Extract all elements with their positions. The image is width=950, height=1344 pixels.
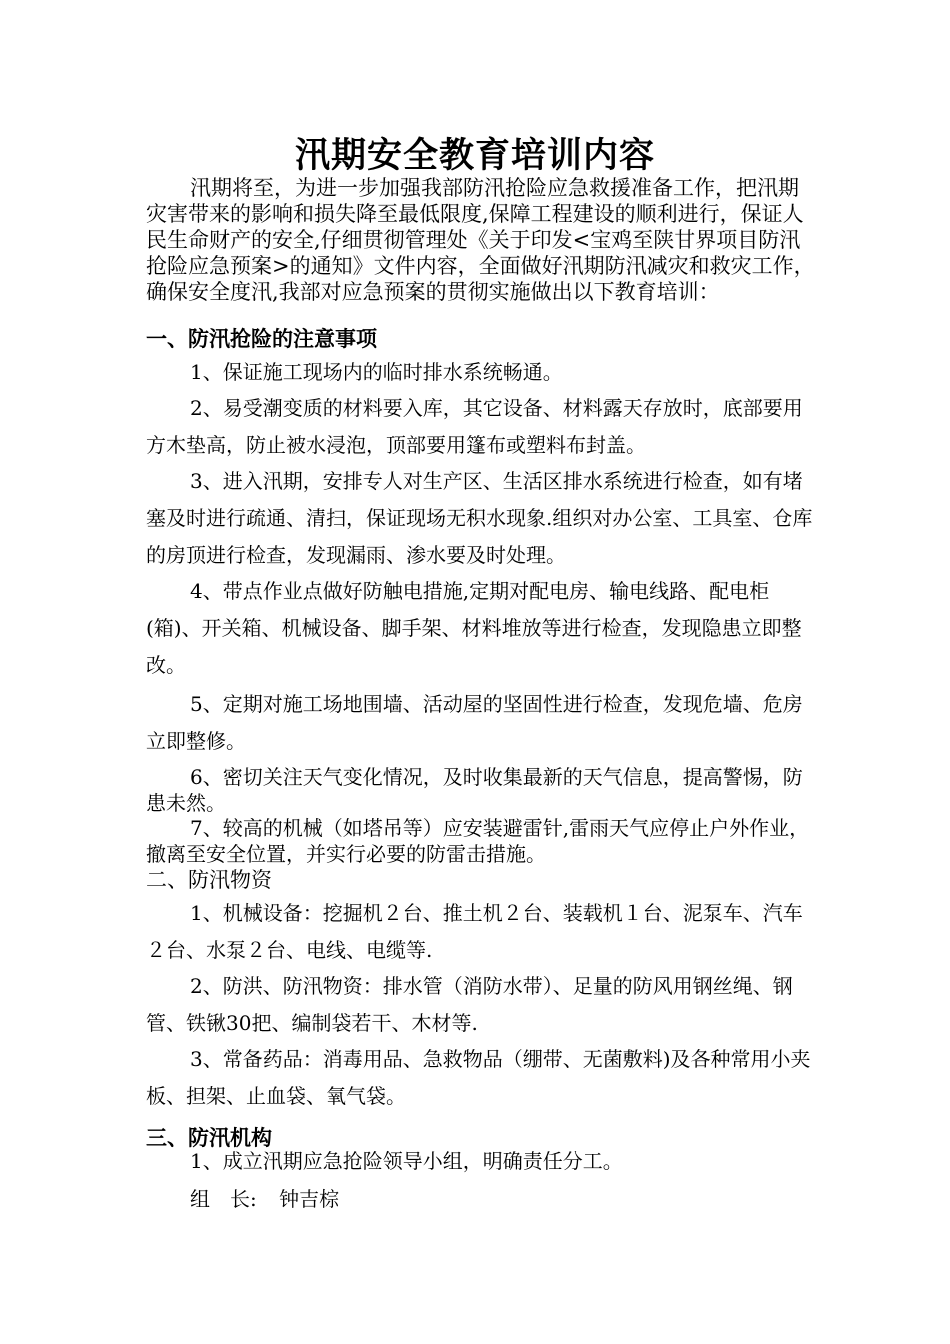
section-1-item-2: 2、易受潮变质的材料要入库，其它设备、材料露天存放时，底部要用方木垫高，防止被水浸泡，顶部要用篷布或塑料布封盖。 (146, 396, 803, 457)
section-1-item-6: 6、密切关注天气变化情况，及时收集最新的天气信息，提高警惕，防患未然。 (146, 765, 803, 815)
section-1-item-3: 3、进入汛期，安排专人对生产区、生活区排水系统进行检查，如有堵塞及时进行疏通、清扫，保证现场无积水现象.组织对办公室、工具室、仓库的房顶进行检查，发现漏雨、渗水要及时处理。 (146, 469, 813, 567)
section-1-item-4: 4、带点作业点做好防触电措施,定期对配电房、输电线路、配电柜(箱)、开关箱、机械设备、脚手架、材料堆放等进行检查，发现隐患立即整改。 (146, 579, 802, 677)
section-3-heading: 三、防汛机构 (146, 1126, 272, 1150)
section-1-item-5: 5、定期对施工场地围墙、活动屋的坚固性进行检查，发现危墙、危房立即整修。 (146, 692, 803, 753)
group-leader-label: 组 长: (190, 1187, 257, 1211)
section-2-heading: 二、防汛物资 (146, 868, 272, 892)
section-3-item-1: 1、成立汛期应急抢险领导小组，明确责任分工。 (190, 1149, 623, 1173)
section-1-item-7: 7、较高的机械（如塔吊等）应安装避雷针,雷雨天气应停止户外作业，撤离至安全位置，并实行必要的防雷击措施。 (146, 816, 810, 866)
section-2-item-3: 3、常备药品：消毒用品、急救物品（绷带、无菌敷料)及各种常用小夹板、担架、止血袋、氧气袋。 (146, 1047, 811, 1108)
group-leader-name: 钟吉棕 (279, 1187, 340, 1211)
intro-paragraph: 汛期将至，为进一步加强我部防汛抢险应急救援准备工作，把汛期灾害带来的影响和损失降至最低限度,保障工程建设的顺利进行，保证人民生命财产的安全,仔细贯彻管理处《关于印发<宝鸡至陕甘界项目防汛抢险应急预案>的通知》文件内容，全面做好汛期防汛减灾和救灾工作，确保安全度汛,我部对应急预案的贯彻实施做出以下教育培训： (146, 176, 815, 304)
section-2-item-2: 2、防洪、防汛物资：排水管（消防水带）、足量的防风用钢丝绳、钢管、铁锹30把、编制袋若干、木材等. (146, 974, 793, 1035)
section-2-item-1: 1、机械设备：挖掘机２台、推土机２台、装载机１台、泥泵车、汽车２台、水泵２台、电线、电缆等. (146, 901, 803, 962)
document-title: 汛期安全教育培训内容 (294, 136, 655, 176)
section-1-heading: 一、防汛抢险的注意事项 (146, 327, 377, 351)
section-1-item-1: 1、保证施工现场内的临时排水系统畅通。 (190, 360, 563, 384)
group-leader-line (190, 1183, 339, 1212)
